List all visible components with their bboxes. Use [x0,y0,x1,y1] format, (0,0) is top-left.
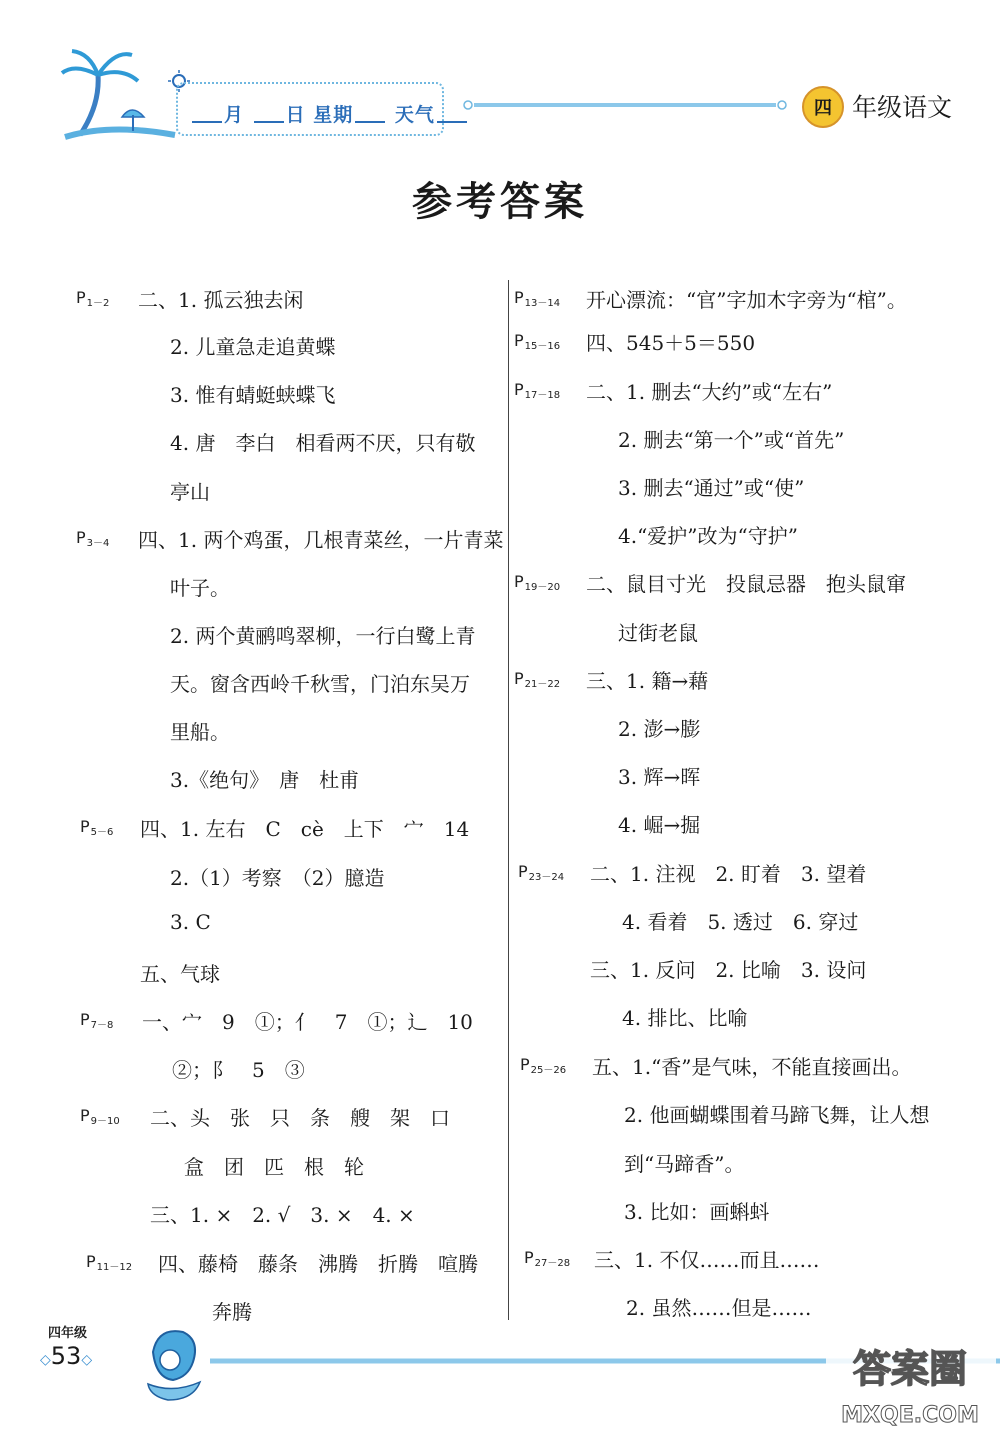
answer-line: 四、1. 左右 C cè 上下 宀 14 [140,817,470,841]
answer-line: 2. 虽然……但是…… [626,1296,812,1320]
date-line [190,100,469,127]
answer-line: 3. 惟有蜻蜓蛱蝶飞 [170,383,336,407]
answer-line: 2. 儿童急走追黄蝶 [170,335,336,359]
page-ref: $P_{1-2}$ [76,288,110,309]
answer-line: 4.“爱护”改为“守护” [618,524,798,548]
answer-line: 3. 辉→晖 [618,765,701,789]
answer-line: 3. 删去“通过”或“使” [618,476,805,500]
answer-line: 4. 排比、比喻 [622,1006,748,1030]
answer-line: 三、1. × 2. √ 3. × 4. × [150,1203,415,1227]
answer-line: 里船。 [170,720,230,744]
answer-line: 3. 比如：画蝌蚪 [624,1200,770,1224]
answer-line: 三、1. 籍→藉 [586,669,709,693]
answer-line: 3.《绝句》 唐 杜甫 [170,768,360,792]
watermark-logo-text: 答案圈 [852,1347,968,1391]
answer-line: 五、气球 [140,962,220,986]
answer-line: 二、鼠目寸光 投鼠忌器 抱头鼠窜 [586,572,906,596]
answer-line: 开心漂流：“官”字加木字旁为“棺”。 [586,288,907,312]
answer-line: 2. 他画蝴蝶围着马蹄飞舞，让人想 [624,1103,930,1127]
answer-line: 四、545＋5＝550 [586,331,756,355]
answer-line: 盒 团 匹 根 轮 [184,1155,364,1179]
page-number [40,1342,92,1370]
answer-line: 4. 唐 李白 相看两不厌，只有敬 [170,431,476,455]
answer-line: 二、头 张 只 条 艘 架 口 [150,1106,450,1130]
answer-line: 二、1. 注视 2. 盯着 3. 望着 [590,862,867,886]
answer-line: 4. 看着 5. 透过 6. 穿过 [622,910,859,934]
answer-line: 4. 崛→掘 [618,813,701,837]
palm-tree-illustration [60,45,180,140]
answer-line: 过街老鼠 [618,621,698,645]
page-ref: $P_{15-16}$ [514,331,561,352]
watermark-url-text: MXQE.COM [841,1403,979,1428]
answer-line: 2. 澎→膨 [618,717,701,741]
page-ref: $P_{3-4}$ [76,528,110,549]
page-ref: $P_{25-26}$ [520,1055,567,1076]
column-divider [508,280,509,1320]
answer-line: 2. 两个黄鹂鸣翠柳，一行白鹭上青 [170,624,476,648]
diamond-icon: ◇ [40,1352,51,1368]
page-ref: $P_{5-6}$ [80,817,114,838]
page-title: 参考答案 [412,179,588,225]
answer-line: 一、宀 9 ①；亻 7 ①；辶 10 [142,1010,473,1034]
answer-line: 三、1. 不仅……而且…… [594,1248,820,1272]
subject-label: 年级语文 [852,93,953,122]
answer-line: 三、1. 反问 2. 比喻 3. 设问 [590,958,867,982]
answer-line: 四、1. 两个鸡蛋，几根青菜丝，一片青菜 [138,528,504,552]
date-day-label: 日 [285,104,306,126]
answer-line: 二、1. 删去“大约”或“左右” [586,380,833,404]
page-ref: $P_{27-28}$ [524,1248,571,1269]
answer-line: 2.（1）考察 （2）臆造 [170,866,385,890]
answer-line: 五、1.“香”是气味，不能直接画出。 [592,1055,912,1079]
page-ref: $P_{17-18}$ [514,380,561,401]
decorative-rule [460,100,790,110]
grade-badge: 四 [802,86,844,128]
page-ref: $P_{9-10}$ [80,1106,120,1127]
girl-illustration [138,1322,208,1402]
answer-line: 2. 删去“第一个”或“首先” [618,428,845,452]
page-ref: $P_{21-22}$ [514,669,561,690]
answer-line: 奔腾 [212,1300,252,1324]
answer-line: 3. C [170,910,211,934]
answer-line: 叶子。 [170,576,230,600]
date-weekday-label: 星期 [313,104,354,126]
date-weather-label: 天气 [394,104,435,126]
page-ref: $P_{13-14}$ [514,288,561,309]
page-ref: $P_{19-20}$ [514,572,561,593]
answer-line: 到“马蹄香”。 [624,1152,745,1176]
answer-line: 四、藤椅 藤条 沸腾 折腾 喧腾 [158,1252,478,1276]
watermark-logo [822,1330,1000,1429]
page-number-value: 53 [50,1342,82,1370]
footer-grade-label: 四年级 [48,1326,88,1341]
diamond-icon: ◇ [81,1352,93,1368]
date-month-label: 月 [224,104,245,126]
answer-line: ②；阝 5 ③ [172,1058,305,1082]
page-ref: $P_{23-24}$ [518,862,565,883]
answer-line: 亭山 [170,480,210,504]
answer-line: 天。窗含西岭千秋雪，门泊东吴万 [170,672,470,696]
answer-line: 二、1. 孤云独去闲 [138,288,304,312]
page-ref: $P_{11-12}$ [86,1252,133,1273]
page-ref: $P_{7-8}$ [80,1010,114,1031]
